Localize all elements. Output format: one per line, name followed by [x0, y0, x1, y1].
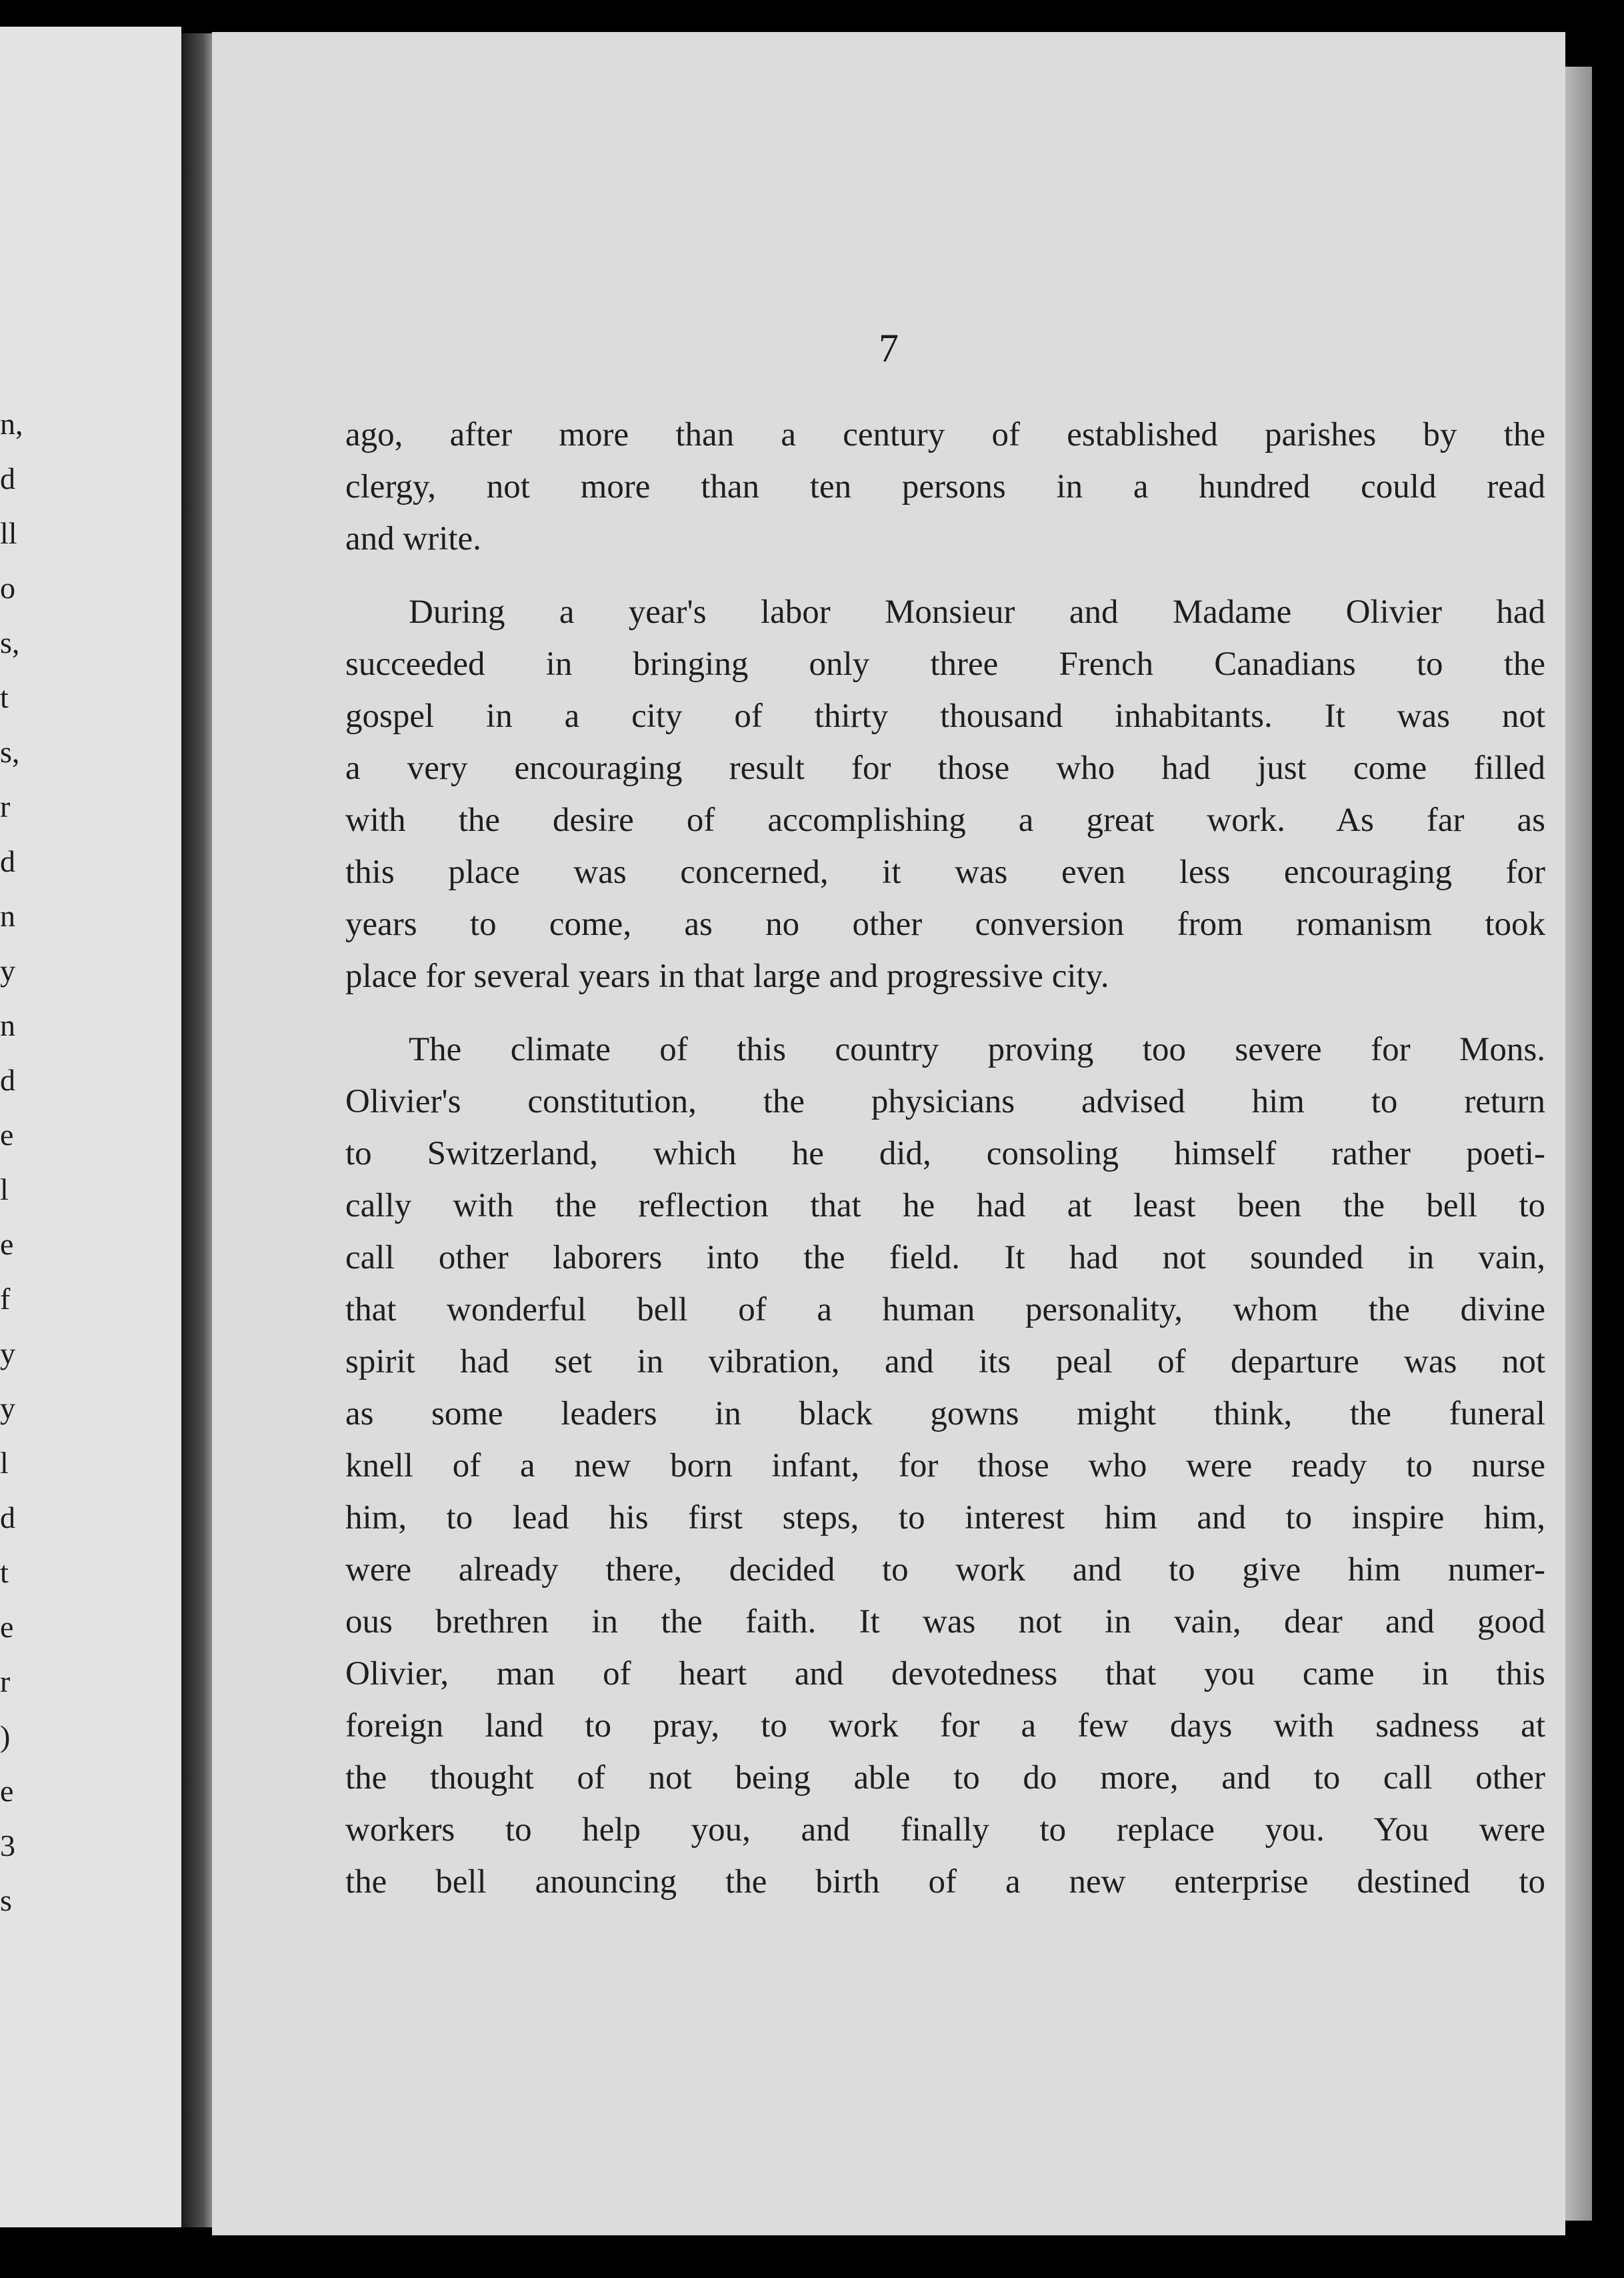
- text-line: to Switzerland, which he did, consoling himself rather poeti-: [345, 1135, 1545, 1172]
- left-fragment: l: [0, 1446, 9, 1480]
- paragraph: [345, 409, 1545, 565]
- text-line: him, to lead his first steps, to interest him and to inspire him,: [345, 1499, 1545, 1536]
- text-line: foreign land to pray, to work for a few days with sadness at: [345, 1707, 1545, 1745]
- text-line: clergy, not more than ten persons in a hundred could read: [345, 468, 1545, 505]
- left-fragment: r: [0, 1664, 11, 1698]
- text-line: with the desire of accomplishing a great work. As far as: [345, 802, 1545, 839]
- left-fragment: d: [0, 844, 15, 878]
- text-line: as some leaders in black gowns might think, the funeral: [345, 1395, 1545, 1432]
- text-line: Olivier's constitution, the physicians advised him to return: [345, 1083, 1545, 1120]
- text-line: were already there, decided to work and to give him numer-: [345, 1551, 1545, 1588]
- text-line: gospel in a city of thirty thousand inhabitants. It was not: [345, 698, 1545, 735]
- text-line: years to come, as no other conversion from romanism took: [345, 906, 1545, 943]
- left-page-text-fragments: [0, 397, 27, 1928]
- left-fragment: d: [0, 461, 15, 495]
- book-gutter: [181, 33, 212, 2227]
- right-page: [212, 32, 1565, 2235]
- left-fragment: 3: [0, 1829, 15, 1863]
- page-number: 7: [879, 326, 899, 370]
- left-fragment: n,: [0, 407, 23, 441]
- text-line: During a year's labor Monsieur and Madame Olivier had: [409, 594, 1545, 631]
- left-fragment: s,: [0, 735, 20, 769]
- left-fragment: t: [0, 1555, 9, 1589]
- text-line: place for several years in that large and progressive city.: [345, 958, 1109, 995]
- left-fragment: n: [0, 1008, 15, 1042]
- left-fragment: l: [0, 1172, 9, 1206]
- page-edge: [1565, 67, 1592, 2221]
- text-line: Olivier, man of heart and devotedness that you came in this: [345, 1655, 1545, 1692]
- left-fragment: e: [0, 1227, 14, 1261]
- left-fragment: y: [0, 1391, 15, 1425]
- left-fragment: s: [0, 1883, 12, 1917]
- left-fragment: y: [0, 954, 15, 988]
- text-line: call other laborers into the field. It had not sounded in vain,: [345, 1239, 1545, 1276]
- text-line: this place was concerned, it was even less encouraging for: [345, 854, 1545, 891]
- paragraph: [345, 586, 1545, 1002]
- left-fragment: y: [0, 1336, 15, 1370]
- text-line: and write.: [345, 520, 481, 557]
- text-line: The climate of this country proving too severe for Mons.: [409, 1031, 1545, 1068]
- left-fragment: r: [0, 790, 11, 824]
- left-fragment: t: [0, 680, 9, 714]
- text-line: spirit had set in vibration, and its peal of departure was not: [345, 1343, 1545, 1380]
- left-fragment: ): [0, 1719, 11, 1753]
- left-page: [0, 27, 181, 2227]
- text-line: ous brethren in the faith. It was not in vain, dear and good: [345, 1603, 1545, 1640]
- text-line: the bell anouncing the birth of a new enterprise destined to: [345, 1863, 1545, 1901]
- left-fragment: e: [0, 1118, 14, 1152]
- text-line: cally with the reflection that he had at least been the bell to: [345, 1187, 1545, 1224]
- left-fragment: n: [0, 899, 15, 933]
- left-fragment: d: [0, 1500, 15, 1534]
- text-line: ago, after more than a century of established parishes by the: [345, 416, 1545, 453]
- left-fragment: e: [0, 1774, 14, 1808]
- left-fragment: s,: [0, 626, 20, 660]
- text-line: a very encouraging result for those who had just come filled: [345, 750, 1545, 787]
- body-text: [345, 409, 1545, 1908]
- text-line: workers to help you, and finally to replace you. You were: [345, 1811, 1545, 1849]
- left-fragment: e: [0, 1610, 14, 1644]
- text-line: knell of a new born infant, for those who were ready to nurse: [345, 1447, 1545, 1484]
- text-line: succeeded in bringing only three French Canadians to the: [345, 646, 1545, 683]
- left-fragment: ll: [0, 516, 17, 550]
- paragraph: [345, 1024, 1545, 1908]
- paragraph-gap: [345, 1002, 1545, 1024]
- left-fragment: o: [0, 571, 15, 605]
- left-fragment: d: [0, 1063, 15, 1097]
- left-fragment: f: [0, 1282, 11, 1316]
- text-line: that wonderful bell of a human personality, whom the divine: [345, 1291, 1545, 1328]
- paragraph-gap: [345, 565, 1545, 586]
- text-line: the thought of not being able to do more, and to call other: [345, 1759, 1545, 1797]
